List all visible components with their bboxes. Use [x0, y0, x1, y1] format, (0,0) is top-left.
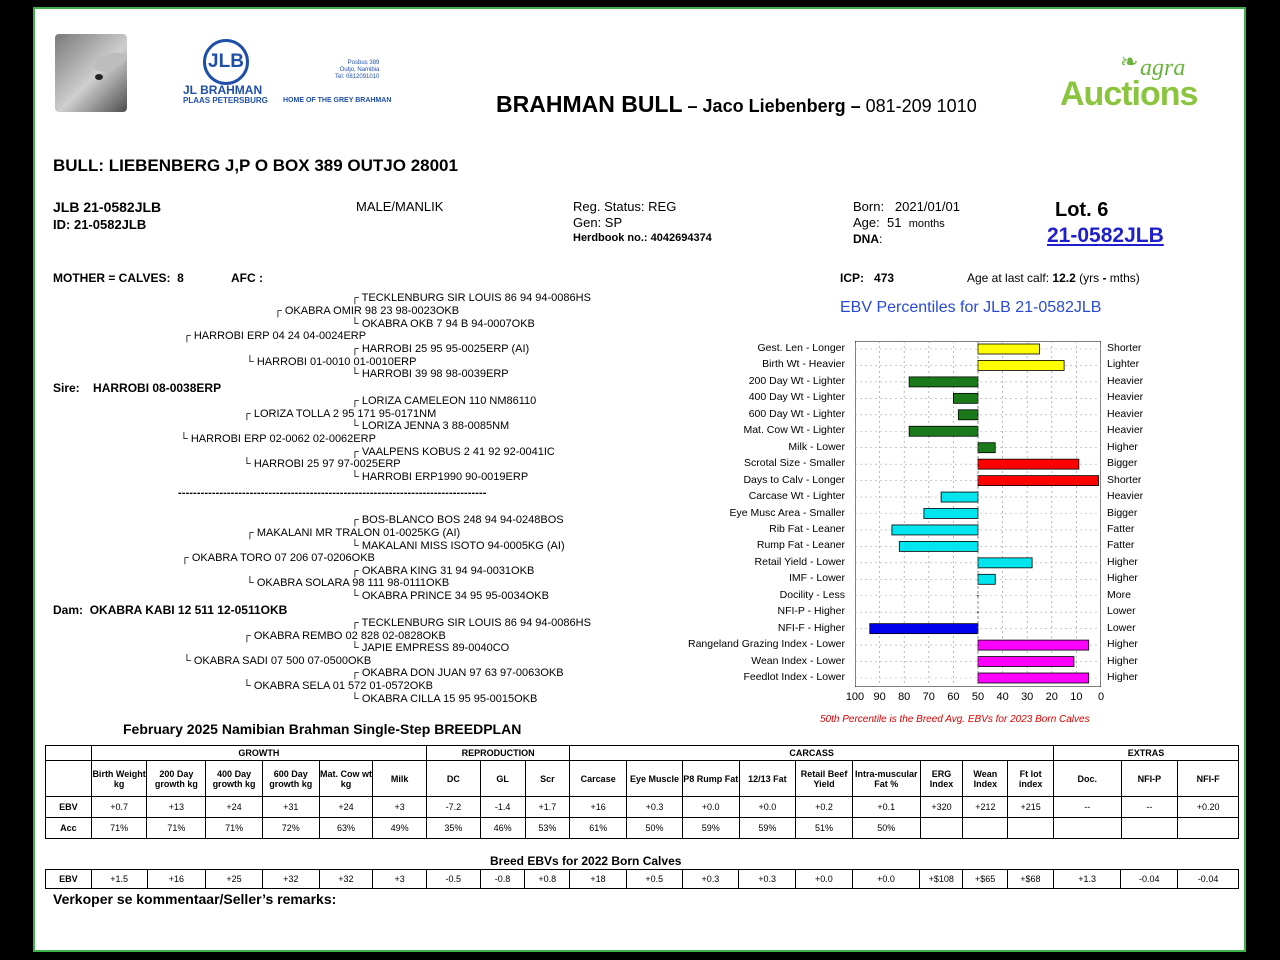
pedigree-line: ┌ OKABRA REMBO 02 828 02-0828OKB [243, 630, 446, 642]
breed-ebv-cell: -0.5 [426, 870, 480, 889]
chart-bar [978, 360, 1064, 370]
afc-label: AFC : [231, 271, 263, 285]
chart-row-label-right: Shorter [1107, 473, 1142, 486]
ebv-cell: +0.0 [739, 797, 796, 818]
gen: Gen: SP [573, 215, 623, 230]
breed-ebv-cell: -0.8 [480, 870, 525, 889]
column-header: NFI-P [1121, 761, 1178, 797]
chart-row-label-left: Scrotal Size - Smaller [744, 457, 845, 470]
acc-cell: 71% [147, 818, 206, 839]
chart-row-label-right: Fatter [1107, 522, 1135, 535]
breed-ebv-cell: +3 [373, 870, 427, 889]
acc-cell: 46% [480, 818, 525, 839]
row-label: EBV [46, 870, 92, 889]
jlb-tagline: HOME OF THE GREY BRAHMAN [283, 97, 392, 104]
chart-bar [958, 410, 978, 420]
chart-row-label-right: Higher [1107, 638, 1138, 651]
chart-row-label-left: NFI-F - Higher [777, 621, 845, 634]
ebv-cell: +3 [373, 797, 427, 818]
address-line: Tel: 0812091010 [335, 74, 380, 80]
chart-row-label-left: Gest. Len - Longer [757, 342, 845, 354]
column-header: Ft lot index [1008, 761, 1054, 797]
bull-sex: MALE/MANLIK [356, 199, 444, 214]
chart-x-tick: 10 [1070, 691, 1083, 703]
reg-status: Reg. Status: REG [573, 199, 677, 214]
breed-ebv-cell: +$108 [920, 870, 963, 889]
agra-top: agra [1140, 55, 1186, 81]
dna-colon: : [879, 232, 883, 246]
chart-x-tick: 60 [947, 691, 960, 703]
pedigree-line: ┌ TECKLENBURG SIR LOUIS 86 94 94-0086HS [351, 292, 591, 304]
age-unit: months [908, 218, 945, 230]
bull-name: JLB 21-0582JLB [53, 199, 162, 215]
chart-row-label-right: Lighter [1107, 358, 1140, 371]
address-line: Outjo, Namibia [339, 67, 380, 73]
chart-x-tick: 0 [1097, 691, 1105, 703]
bull-eye-shape [95, 74, 103, 80]
born [853, 199, 960, 214]
owner-line: BULL: LIEBENBERG J,P O BOX 389 OUTJO 28001 [53, 156, 458, 175]
column-header: Eye Muscle [627, 761, 683, 797]
pedigree-line: ┌ VAALPENS KOBUS 2 41 92 92-0041IC [351, 446, 555, 458]
acc-cell: 59% [739, 818, 796, 839]
chart-bar [978, 344, 1040, 354]
agra-bottom: Auctions [1060, 75, 1198, 113]
acc-cell: 71% [206, 818, 263, 839]
breed-ebv-row [46, 870, 1239, 889]
chart-row-label-right: Fatter [1107, 539, 1135, 552]
age [853, 215, 945, 230]
pedigree-line: ┌ OKABRA KING 31 94 94-0031OKB [351, 565, 535, 577]
column-header: Mat. Cow wt kg [319, 761, 373, 797]
pedigree-line: └ OKABRA OKB 7 94 B 94-0007OKB [351, 318, 535, 330]
ebv-cell: +215 [1008, 797, 1054, 818]
pedigree-line: └ JAPIE EMPRESS 89-0040CO [351, 642, 510, 654]
breed-table [45, 869, 1239, 889]
chart-row-label-left: Feedlot Index - Lower [743, 671, 845, 683]
pedigree-line: ┌ BOS-BLANCO BOS 248 94 94-0248BOS [351, 514, 564, 526]
chart-x-tick: 80 [898, 691, 911, 703]
calves-label: MOTHER = CALVES: [53, 271, 171, 285]
acc-cell: 63% [319, 818, 373, 839]
acc-cell: 35% [426, 818, 480, 839]
jlb-sub: PLAAS PETERSBURG [183, 96, 268, 105]
ebv-cell: -1.4 [480, 797, 525, 818]
column-header: 600 Day growth kg [262, 761, 319, 797]
address-line: Posbus 389 [347, 60, 380, 66]
ebv-cell: +0.1 [852, 797, 920, 818]
age-value: 51 [886, 215, 902, 230]
chart-x-tick: 40 [996, 691, 1009, 703]
breed-ebv-cell: +0.0 [852, 870, 920, 889]
acc-row [46, 818, 1239, 839]
herdbook [573, 232, 712, 244]
column-header: Wean Index [963, 761, 1008, 797]
chart-row-label-left: Birth Wt - Heavier [762, 358, 845, 371]
chart-row-label-left: IMF - Lower [788, 572, 845, 585]
group-header: EXTRAS [1054, 746, 1239, 761]
pedigree-line: └ HARROBI ERP 02-0062 02-0062ERP [180, 433, 376, 445]
age-last-calf-unit-b: mths) [1109, 271, 1140, 285]
brahman-bull-photo [55, 34, 127, 112]
chart-bar [978, 657, 1074, 667]
age-last-calf [967, 271, 1140, 285]
chart-row-label-left: Carcase Wt - Lighter [748, 490, 845, 503]
ebv-cell: +0.0 [682, 797, 739, 818]
acc-cell: 71% [91, 818, 147, 839]
chart-x-tick: 70 [922, 691, 935, 703]
pedigree-line: └ OKABRA SADI 07 500 07-0500OKB [183, 655, 372, 667]
column-header: 12/13 Fat [739, 761, 796, 797]
chart-row-label-right: Lower [1107, 605, 1136, 618]
column-header: Retail Beef Yield [796, 761, 853, 797]
agra-leaf-icon: ❧ [1120, 49, 1139, 74]
pedigree-line: └ HARROBI ERP1990 90-0019ERP [351, 471, 529, 483]
dam-name: OKABRA KABI 12 511 12-0511OKB [89, 603, 288, 617]
id-value: 21-0582JLB [73, 217, 147, 232]
jlb-name: JL BRAHMAN [183, 83, 263, 97]
chart-bar [978, 443, 995, 453]
ebv-cell: +13 [147, 797, 206, 818]
column-header: Doc. [1054, 761, 1122, 797]
chart-bar [941, 492, 978, 502]
acc-cell: 61% [570, 818, 627, 839]
chart-bar [978, 558, 1032, 568]
title-main: BRAHMAN BULL [496, 91, 683, 117]
chart-bar [978, 574, 995, 584]
auction-sheet [33, 7, 1246, 952]
sire [53, 381, 221, 395]
agra-auctions-logo [1060, 49, 1225, 113]
chart-row-label-right: Higher [1107, 654, 1138, 667]
chart-row-label-right: Higher [1107, 440, 1138, 453]
acc-cell [1054, 818, 1122, 839]
breed-table-title: Breed EBVs for 2022 Born Calves [490, 854, 682, 868]
pedigree-line: ┌ HARROBI 25 95 95-0025ERP (AI) [351, 343, 530, 355]
pedigree-line: └ OKABRA SELA 01 572 01-0572OKB [243, 680, 434, 692]
chart-bar [978, 476, 1099, 486]
column-header: Carcase [570, 761, 627, 797]
chart-bar [953, 393, 978, 403]
breed-ebv-cell: +32 [262, 870, 319, 889]
pedigree-line: └ HARROBI 39 98 98-0039ERP [351, 368, 509, 380]
breed-ebv-cell: +$68 [1008, 870, 1054, 889]
column-header: DC [426, 761, 480, 797]
chart-bar [978, 673, 1089, 683]
age-label: Age: [853, 215, 880, 230]
pedigree-line: ┌ LORIZA CAMELEON 110 NM86110 [351, 395, 537, 407]
acc-cell [1121, 818, 1178, 839]
column-header-row [46, 761, 1239, 797]
pedigree-line: ┌ OKABRA DON JUAN 97 63 97-0063OKB [351, 667, 564, 679]
pedigree-divider: ---------------------------------------------------------------------------------- [178, 487, 487, 499]
bull-id [53, 217, 146, 232]
ebv-cell: +0.20 [1178, 797, 1239, 818]
chart-row-label-right: Bigger [1107, 457, 1138, 470]
acc-cell [1008, 818, 1054, 839]
chart-bar [892, 525, 978, 535]
chart-row-label-right: Heavier [1107, 391, 1144, 404]
ebv-table-title: February 2025 Namibian Brahman Single-Step BREEDPLAN [123, 721, 522, 737]
column-header: Milk [373, 761, 427, 797]
chart-footnote: 50th Percentile is the Breed Avg. EBVs for 2023 Born Calves [820, 714, 1090, 725]
ebv-cell: +24 [206, 797, 263, 818]
chart-bar [899, 541, 978, 551]
blank-cell [46, 761, 92, 797]
ebv-cell: -- [1054, 797, 1122, 818]
breed-ebv-cell: +25 [206, 870, 263, 889]
blank-cell [46, 746, 92, 761]
pedigree-line: └ MAKALANI MISS ISOTO 94-0005KG (AI) [351, 540, 565, 552]
pedigree-line: ┌ OKABRA TORO 07 206 07-0206OKB [181, 552, 375, 564]
chart-row-label-right: Heavier [1107, 407, 1144, 420]
ebv-table [45, 745, 1239, 839]
ebv-row [46, 797, 1239, 818]
chart-row-label-left: Days to Calv - Longer [743, 473, 845, 486]
acc-cell: 50% [852, 818, 920, 839]
ebv-cell: +0.2 [796, 797, 853, 818]
chart-row-label-left: Rib Fat - Leaner [769, 522, 845, 535]
icp-label: ICP: [840, 271, 864, 285]
title-rest: – Jaco Liebenberg – [682, 96, 866, 116]
ebv-cell: +24 [319, 797, 373, 818]
group-header: REPRODUCTION [426, 746, 569, 761]
column-header: Birth Weight kg [91, 761, 147, 797]
breed-ebv-cell: -0.04 [1178, 870, 1239, 889]
pedigree-line: ┌ OKABRA OMIR 98 23 98-0023OKB [274, 305, 460, 317]
chart-row-label-right: Higher [1107, 671, 1138, 683]
chart-bar [870, 624, 978, 634]
mother-calves [53, 271, 184, 285]
ebv-cell: -- [1121, 797, 1178, 818]
breed-ebv-cell: +1.3 [1053, 870, 1121, 889]
born-value: 2021/01/01 [894, 199, 960, 214]
ebv-cell: +16 [570, 797, 627, 818]
ebv-cell: +212 [963, 797, 1008, 818]
ebv-cell: +1.7 [525, 797, 570, 818]
herdbook-label: Herdbook no.: [573, 232, 648, 244]
breed-ebv-cell: +16 [147, 870, 206, 889]
chart-bar [978, 640, 1089, 650]
chart-row-label-right: Higher [1107, 555, 1138, 568]
chart-bar [909, 426, 978, 436]
chart-row-label-right: Heavier [1107, 424, 1144, 437]
column-header: Scr [525, 761, 570, 797]
acc-cell: 51% [796, 818, 853, 839]
icp [840, 271, 894, 285]
chart-row-label-right: Bigger [1107, 506, 1138, 519]
herdbook-value: 4042694374 [650, 232, 712, 244]
chart-x-tick: 20 [1045, 691, 1058, 703]
acc-cell [920, 818, 963, 839]
pedigree-line: └ HARROBI 01-0010 01-0010ERP [246, 356, 417, 368]
dna [853, 232, 882, 246]
row-label: EBV [46, 797, 92, 818]
chart-row-label-right: Lower [1107, 621, 1136, 634]
chart-x-tick: 90 [873, 691, 886, 703]
ebv-cell: +31 [262, 797, 319, 818]
pedigree-line: └ OKABRA PRINCE 34 95 95-0034OKB [351, 590, 549, 602]
chart-row-label-right: Higher [1107, 572, 1138, 585]
chart-row-label-left: Eye Musc Area - Smaller [729, 506, 845, 519]
pedigree-line: └ LORIZA JENNA 3 88-0085NM [351, 420, 510, 432]
chart-bar [924, 509, 978, 519]
column-header: Intra-muscular Fat % [852, 761, 920, 797]
chart-row-label-left: 600 Day Wt - Lighter [748, 407, 845, 420]
chart-row-label-right: Shorter [1107, 342, 1142, 354]
pedigree-line: └ OKABRA CILLA 15 95 95-0015OKB [351, 693, 538, 705]
chart-row-label-left: Retail Yield - Lower [754, 555, 845, 568]
chart-row-label-left: Rump Fat - Leaner [756, 539, 845, 552]
title-phone: 081-209 1010 [865, 96, 977, 116]
age-last-calf-dash: - [1102, 271, 1107, 285]
ebv-cell: +0.3 [627, 797, 683, 818]
breed-ebv-cell: -0.04 [1121, 870, 1178, 889]
column-header: GL [480, 761, 525, 797]
chart-row-label-left: Rangeland Grazing Index - Lower [687, 638, 845, 651]
chart-bar [978, 459, 1079, 469]
page-title [496, 91, 977, 118]
acc-cell: 50% [627, 818, 683, 839]
breed-ebv-cell: +0.3 [739, 870, 796, 889]
breed-ebv-cell: +0.3 [682, 870, 739, 889]
age-last-calf-value: 12.2 [1052, 271, 1076, 285]
group-header-row [46, 746, 1239, 761]
pedigree-line: └ OKABRA SOLARA 98 111 98-0111OKB [246, 577, 450, 589]
jlb-address [335, 60, 379, 81]
acc-cell: 72% [262, 818, 319, 839]
column-header: 400 Day growth kg [206, 761, 263, 797]
chart-row-label-right: Heavier [1107, 374, 1144, 387]
dna-label: DNA [853, 232, 879, 246]
icp-value: 473 [874, 271, 895, 285]
breed-ebv-cell: +0.5 [626, 870, 682, 889]
chart-row-label-left: Docility - Less [779, 588, 845, 601]
column-header: NFI-F [1178, 761, 1239, 797]
ebv-cell: +0.7 [91, 797, 147, 818]
breed-ebv-cell: +$65 [963, 870, 1008, 889]
ebv-cell: +320 [920, 797, 963, 818]
acc-cell: 49% [373, 818, 427, 839]
breed-ebv-cell: +0.8 [525, 870, 570, 889]
acc-cell [1178, 818, 1239, 839]
seller-remarks: Verkoper se kommentaar/Seller’s remarks: [53, 891, 337, 907]
breed-ebv-cell: +0.0 [796, 870, 853, 889]
id-label: ID: [53, 217, 71, 232]
chart-row-label-left: Mat. Cow Wt - Lighter [743, 424, 845, 437]
group-header: GROWTH [91, 746, 426, 761]
calves-value: 8 [177, 271, 184, 285]
chart-bar [909, 377, 978, 387]
chart-row-label-right: Heavier [1107, 490, 1144, 503]
age-last-calf-label: Age at last calf: [967, 271, 1050, 285]
ebv-percentile-chart [855, 341, 1101, 687]
breed-ebv-cell: +18 [570, 870, 627, 889]
chart-row-label-left: 400 Day Wt - Lighter [748, 391, 845, 404]
breed-ebv-cell: +32 [319, 870, 373, 889]
jlb-logo-icon [203, 39, 249, 85]
column-header: 200 Day growth kg [147, 761, 206, 797]
row-label: Acc [46, 818, 92, 839]
column-header: ERG Index [920, 761, 963, 797]
lot-number: Lot. 6 [1055, 199, 1109, 221]
column-header: P8 Rump Fat [682, 761, 739, 797]
sire-label: Sire: [53, 381, 80, 395]
chart-row-label-left: Milk - Lower [788, 440, 845, 453]
born-label: Born: [853, 199, 885, 214]
acc-cell: 53% [525, 818, 570, 839]
dam-label: Dam: [53, 603, 84, 617]
group-header: CARCASS [570, 746, 1054, 761]
pedigree-line: ┌ HARROBI ERP 04 24 04-0024ERP [183, 330, 367, 342]
chart-row-label-left: 200 Day Wt - Lighter [748, 374, 845, 387]
acc-cell: 59% [682, 818, 739, 839]
chart-row-label-right: More [1107, 588, 1131, 601]
chart-x-tick: 100 [845, 691, 865, 703]
age-last-calf-unit-a: (yrs [1079, 271, 1100, 285]
chart-x-tick: 50 [971, 691, 985, 703]
bull-ear-shape [91, 49, 127, 76]
chart-title: EBV Percentiles for JLB 21-0582JLB [840, 299, 1102, 316]
chart-row-label-left: Wean Index - Lower [751, 654, 845, 667]
lot-link[interactable]: 21-0582JLB [1047, 224, 1164, 247]
pedigree-line: ┌ TECKLENBURG SIR LOUIS 86 94 94-0086HS [351, 617, 591, 629]
ebv-cell: -7.2 [426, 797, 480, 818]
pedigree-line: └ HARROBI 25 97 97-0025ERP [243, 458, 401, 470]
pedigree-line: ┌ LORIZA TOLLA 2 95 171 95-0171NM [243, 408, 437, 420]
sire-name: HARROBI 08-0038ERP [93, 381, 222, 395]
jlb-logo-letters: JLB [208, 51, 244, 72]
acc-cell [963, 818, 1008, 839]
breed-ebv-cell: +1.5 [91, 870, 147, 889]
chart-x-tick: 30 [1021, 691, 1034, 703]
dam [53, 603, 287, 617]
chart-row-label-left: NFI-P - Higher [777, 605, 845, 618]
pedigree-line: ┌ MAKALANI MR TRALON 01-0025KG (AI) [246, 527, 461, 539]
